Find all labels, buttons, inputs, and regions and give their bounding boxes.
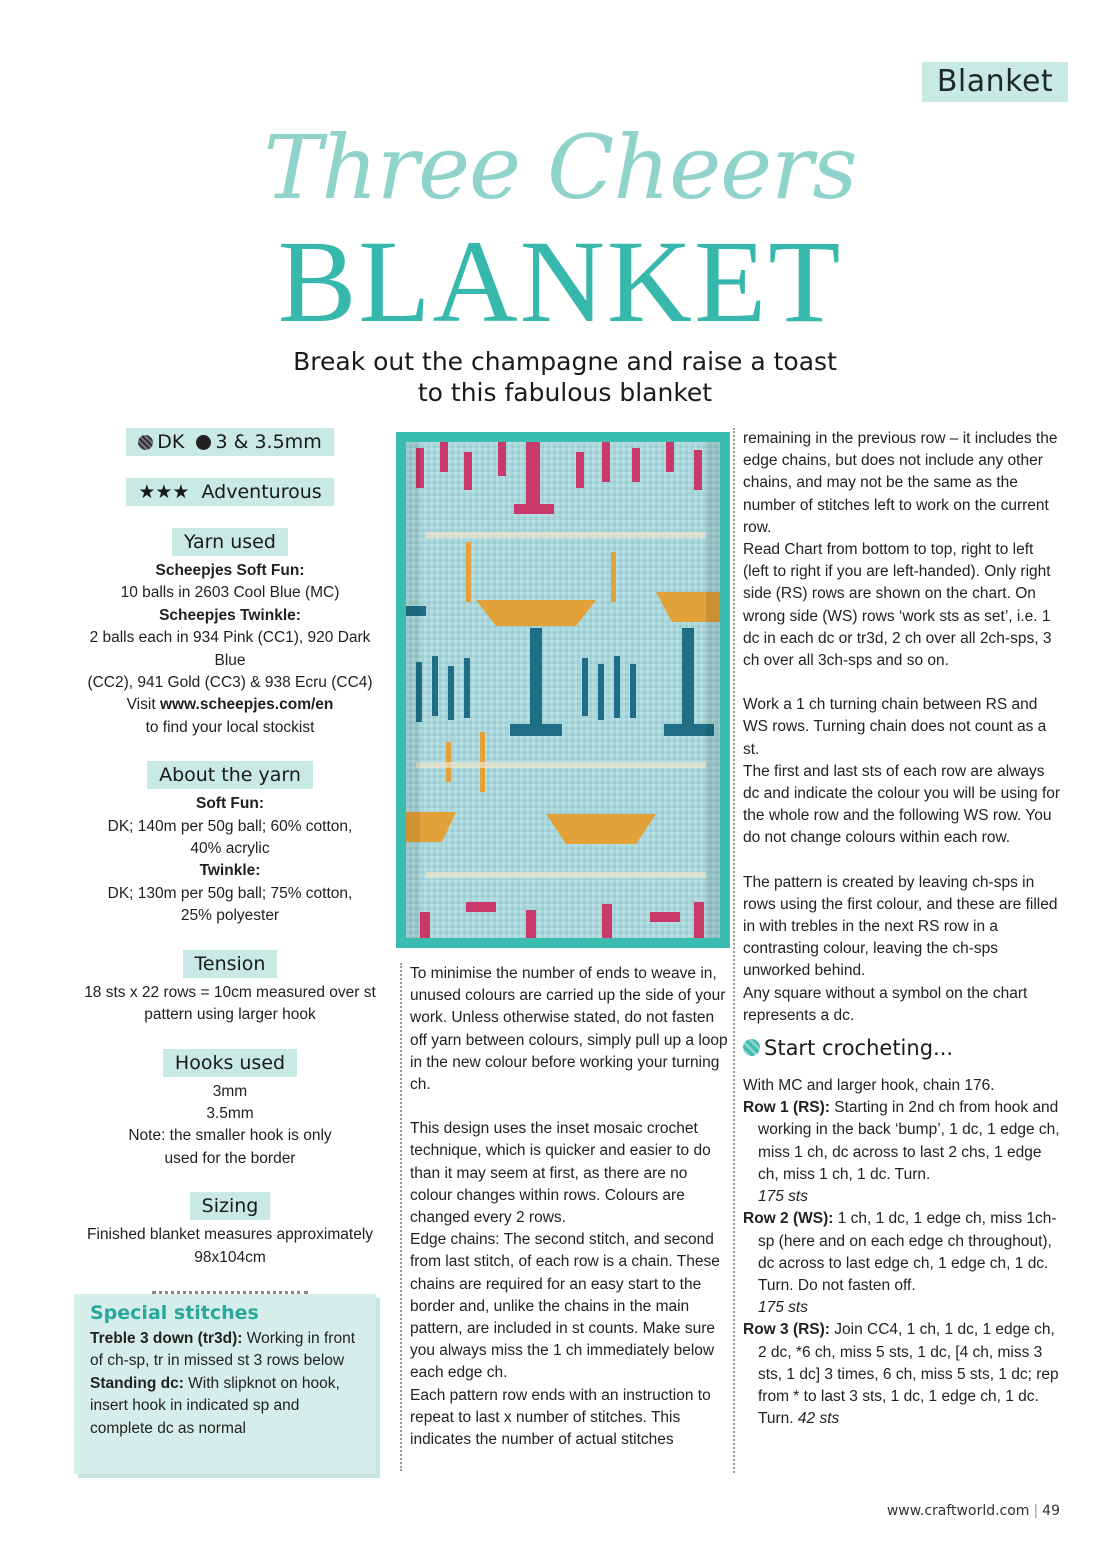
yarn-used-label: Yarn used xyxy=(172,528,288,556)
para-ends: To minimise the number of ends to weave in, unused colours are carried up the side of your work. Unless otherwise stated, do not fasten off yarn between colours, simply pull up a loop in the new colour before working your turning ch. xyxy=(410,965,728,1094)
special-stitches-box xyxy=(74,1294,376,1474)
page-title: BLANKET xyxy=(277,216,843,347)
title-script: Three Cheers xyxy=(263,116,857,219)
para-edge-chains: Edge chains: The second stitch, and second from last stitch, of each row is a chain. These chains are required for an easy start to the border and, unlike the chains in the main pattern, are included in st counts. Make sure you always miss the 1 ch immediately below each edge ch. xyxy=(410,1231,720,1382)
row-1-text: Starting in 2nd ch from hook and working in the back ‘bump’, 1 dc, 1 edge ch, miss 1 ch, dc across to last 2 chs, 1 edge ch, miss 1 ch, 1 dc. Turn. xyxy=(758,1099,1060,1183)
sizing-line-1: Finished blanket measures approximately xyxy=(86,1226,374,1244)
yarn-brand-1-detail: 10 balls in 2603 Cool Blue (MC) xyxy=(120,584,340,602)
yarn-brand-2-detail-1: 2 balls each in 934 Pink (CC1), 920 Dark Blue xyxy=(89,629,371,669)
row-2 xyxy=(743,1208,1063,1319)
sizing-section xyxy=(74,1192,386,1269)
row-2-text: 1 ch, 1 dc, 1 edge ch, miss 1ch-sp (here and on each edge ch throughout), dc across to last edge ch, 1 edge ch, 1 dc. Turn. Do not fasten off. xyxy=(758,1210,1057,1294)
row-1 xyxy=(743,1097,1063,1208)
info-column xyxy=(74,424,386,1294)
difficulty-level: Adventurous xyxy=(201,481,322,503)
special-stitches-title: Special stitches xyxy=(90,1302,259,1324)
hooks-used-section xyxy=(74,1049,386,1171)
instructions-column-1 xyxy=(400,963,728,1471)
row-1-count: 175 sts xyxy=(758,1188,808,1206)
blanket-photo xyxy=(396,432,730,948)
difficulty-stars: ★★★ xyxy=(138,481,190,503)
instructions-column-2 xyxy=(733,428,1063,1473)
stockist-suffix: to find your local stockist xyxy=(145,718,315,736)
sizing-label: Sizing xyxy=(190,1192,271,1220)
special-stitch-2 xyxy=(90,1373,362,1440)
para-turning-chain: Work a 1 ch turning chain between RS and WS rows. Turning chain does not count as a st. xyxy=(743,696,1047,758)
yarn-2-spec-2: 25% polyester xyxy=(180,907,280,925)
para-remaining: remaining in the previous row – it includes the edge chains, but does not include any other chains, and may not be the same as the number of stitches left to work on the current row. xyxy=(743,430,1058,536)
special-stitch-1-text: Working in front of ch-sp, tr in missed st 3 rows below xyxy=(90,1330,356,1370)
about-yarn-section xyxy=(74,761,386,927)
special-stitch-2-name: Standing dc: xyxy=(90,1374,184,1392)
difficulty-meta xyxy=(74,478,386,506)
yarn-2-name: Twinkle: xyxy=(199,862,261,880)
tension-line-1: 18 sts x 22 rows = 10cm measured over st xyxy=(84,983,376,1001)
stockist-line xyxy=(74,694,386,716)
row-2-count: 175 sts xyxy=(758,1299,808,1317)
start-crocheting-heading xyxy=(743,1033,1063,1063)
hook-icon xyxy=(196,435,211,450)
para-read-chart: Read Chart from bottom to top, right to left (left to right if you are left-handed). Only right side (RS) rows are shown on the chart. On wrong side (WS) rows ‘work sts as set’, i.e. 1 dc in each dc or tr3d, 2 ch over all 2ch-sps, 3 ch over all 3ch-sps and so on. xyxy=(743,541,1052,670)
row-3-label: Row 3 (RS): xyxy=(743,1321,830,1339)
yarn-brand-2-detail-2: (CC2), 941 Gold (CC3) & 938 Ecru (CC4) xyxy=(87,674,373,692)
footer-site[interactable]: www.craftworld.com xyxy=(886,1503,1030,1519)
hooks-used-label: Hooks used xyxy=(163,1049,297,1077)
row-3-text: Join CC4, 1 ch, 1 dc, 1 edge ch, 2 dc, *6 ch, miss 5 sts, 1 dc, [4 ch, miss 3 sts, 1 dc] 3 times, 6 ch, miss 5 sts, 1 dc; rep from * to last 3 sts, 1 dc, 1 edge ch, 1 dc. Turn. xyxy=(758,1321,1059,1428)
tension-line-2: pattern using larger hook xyxy=(144,1006,316,1024)
special-stitch-1 xyxy=(90,1328,362,1373)
subtitle xyxy=(240,346,890,408)
subtitle-line-1: Break out the champagne and raise a toast xyxy=(293,347,837,376)
tension-section xyxy=(74,950,386,1027)
sizing-line-2: 98x104cm xyxy=(194,1248,266,1266)
yarn-weight: DK xyxy=(157,431,185,453)
para-technique: This design uses the inset mosaic crochet technique, which is quicker and easier to do than it may seem at first, as there are no colour changes within rows. Colours are changed every 2 rows. xyxy=(410,1120,711,1227)
row-3-count: 42 sts xyxy=(797,1410,840,1428)
yarn-hook-meta xyxy=(74,428,386,456)
special-stitch-1-name: Treble 3 down (tr3d): xyxy=(90,1330,243,1347)
para-square: Any square without a symbol on the chart represents a dc. xyxy=(743,984,1028,1024)
subtitle-line-2: to this fabulous blanket xyxy=(417,378,713,407)
hook-size: 3 & 3.5mm xyxy=(215,431,322,453)
para-pattern-created: The pattern is created by leaving ch-sps in rows using the first colour, and these are filled in with trebles in the next RS row in a contrasting colour, leaving the ch-sps unworked behind. xyxy=(743,873,1058,980)
special-stitch-2-text: With slipknot on hook, insert hook in indicated sp and complete dc as normal xyxy=(90,1374,340,1437)
row-3 xyxy=(743,1319,1063,1430)
footer-separator: | xyxy=(1033,1503,1039,1519)
hook-note-2: used for the border xyxy=(164,1149,296,1167)
tension-label: Tension xyxy=(183,950,278,978)
weight-hook-badge xyxy=(126,428,333,456)
yarn-brand-1: Scheepjes Soft Fun: xyxy=(155,562,305,579)
row-1-label: Row 1 (RS): xyxy=(743,1099,830,1117)
para-first-last: The first and last sts of each row are always dc and indicate the colour you will be using for the whole row and the following WS row. You do not change colours within each row. xyxy=(743,762,1061,847)
section-tag: Blanket xyxy=(922,62,1068,102)
start-crocheting-text: Start crocheting... xyxy=(764,1036,954,1061)
yarn-1-name: Soft Fun: xyxy=(195,795,264,813)
yarn-2-spec-1: DK; 130m per 50g ball; 75% cotton, xyxy=(107,884,353,902)
hook-1: 3mm xyxy=(212,1082,248,1100)
yarn-ball-icon xyxy=(138,435,153,450)
hook-2: 3.5mm xyxy=(206,1104,254,1122)
blanket-photo-illustration xyxy=(406,442,720,938)
para-repeat: Each pattern row ends with an instruction to repeat to last x number of stitches. This indicates the number of actual stitches xyxy=(410,1386,711,1449)
hook-note-1: Note: the smaller hook is only xyxy=(128,1127,332,1145)
yarn-used-section xyxy=(74,528,386,739)
yarn-1-spec-1: DK; 140m per 50g ball; 60% cotton, xyxy=(107,817,353,835)
page-footer xyxy=(860,1503,1060,1519)
yarn-ball-icon xyxy=(743,1039,760,1056)
yarn-1-spec-2: 40% acrylic xyxy=(190,840,270,858)
about-yarn-label: About the yarn xyxy=(147,761,313,789)
yarn-brand-2: Scheepjes Twinkle: xyxy=(159,606,301,624)
page-number: 49 xyxy=(1042,1503,1060,1519)
row-2-label: Row 2 (WS): xyxy=(743,1210,834,1228)
visit-prefix: Visit xyxy=(126,696,160,714)
stockist-link[interactable]: www.scheepjes.com/en xyxy=(159,696,334,714)
start-intro: With MC and larger hook, chain 176. xyxy=(743,1077,995,1095)
difficulty-badge xyxy=(126,478,333,506)
